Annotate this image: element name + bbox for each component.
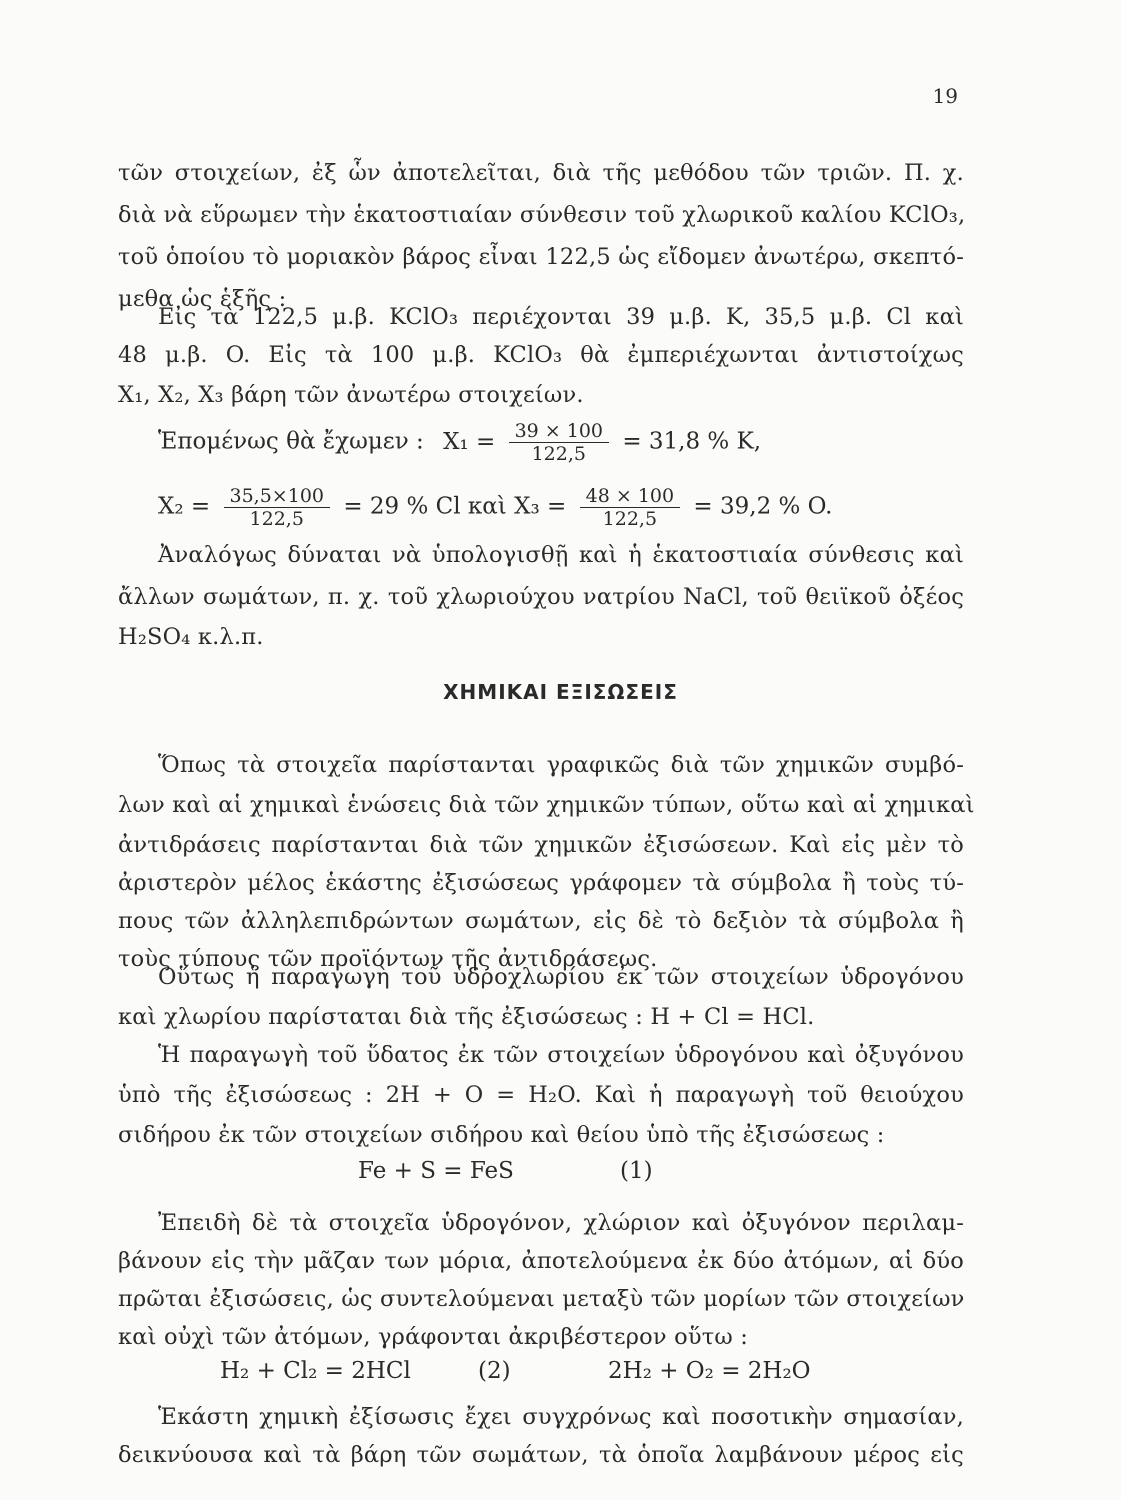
text-line: 48 μ.β. O. Εἰς τὰ 100 μ.β. KClO₃ θὰ ἐμπεριέχωνται ἀντιστοίχως [118, 342, 964, 368]
fraction-numerator: 35,5×100 [224, 485, 331, 508]
text-line: πους τῶν ἀλληλεπιδρώντων σωμάτων, εἰς δὲ τὸ δεξιὸν τὰ σύμβολα ἢ [118, 908, 964, 934]
text-line: βάνουν εἰς τὴν μᾶζαν των μόρια, ἀποτελούμενα ἐκ δύο ἀτόμων, αἱ δύο [118, 1248, 964, 1274]
equation-1-label: (1) [620, 1158, 653, 1184]
text-line: πρῶται ἐξισώσεις, ὡς συντελούμεναι μεταξὺ τῶν μορίων τῶν στοιχείων [118, 1286, 965, 1312]
text-line: λων καὶ αἱ χημικαὶ ἑνώσεις διὰ τῶν χημικῶν τύπων, οὕτω καὶ αἱ χημικαὶ [118, 792, 975, 818]
equation-1: Fe + S = FeS [358, 1158, 514, 1184]
fraction-denominator: 122,5 [602, 508, 658, 530]
text-line: σιδήρου ἐκ τῶν στοιχείων σιδήρου καὶ θείου ὑπὸ τῆς ἐξισώσεως : [118, 1122, 885, 1148]
fraction-denominator: 122,5 [249, 508, 304, 530]
page-number: 19 [932, 84, 958, 108]
fraction-denominator: 122,5 [531, 443, 586, 465]
fraction-numerator: 48 × 100 [580, 485, 680, 508]
text-line: Ἀναλόγως δύναται νὰ ὑπολογισθῇ καὶ ἡ ἑκατοστιαία σύνθεσις καὶ [158, 542, 964, 568]
text-line: Οὕτως ἡ παραγωγὴ τοῦ ὑδροχλωρίου ἐκ τῶν στοιχείων ὑδρογόνου [158, 964, 964, 990]
text-line: τῶν στοιχείων, ἐξ ὧν ἀποτελεῖται, διὰ τῆς μεθόδου τῶν τριῶν. Π. χ. [118, 160, 964, 186]
text-line: Ἡ παραγωγὴ τοῦ ὕδατος ἐκ τῶν στοιχείων ὑδρογόνου καὶ ὀξυγόνου [158, 1042, 964, 1068]
text-line: δεικνύουσα καὶ τὰ βάρη τῶν σωμάτων, τὰ ὁποῖα λαμβάνουν μέρος εἰς [118, 1442, 964, 1468]
equation-2-label: (2) [478, 1358, 511, 1384]
fraction-numerator: 39 × 100 [509, 420, 609, 443]
text-line: καὶ οὐχὶ τῶν ἀτόμων, γράφονται ἀκριβέστερον οὕτω : [118, 1324, 749, 1350]
text-line: X₁, X₂, X₃ βάρη τῶν ἀνωτέρω στοιχείων. [118, 382, 584, 408]
fraction [509, 420, 609, 465]
text-line: H₂SO₄ κ.λ.π. [118, 624, 264, 650]
text-line: Ἐπειδὴ δὲ τὰ στοιχεῖα ὑδρογόνον, χλώριον καὶ ὀξυγόνον περιλαμ- [158, 1210, 964, 1236]
equation-3: 2H₂ + O₂ = 2H₂O [608, 1358, 811, 1384]
text-line: ὑπὸ τῆς ἐξισώσεως : 2H + O = H₂O. Καὶ ἡ παραγωγὴ τοῦ θειούχου [118, 1082, 964, 1108]
calc-result: = 31,8 % K, [622, 428, 762, 455]
text-line: Ὅπως τὰ στοιχεῖα παρίστανται γραφικῶς διὰ τῶν χημικῶν συμβό- [158, 752, 964, 778]
text-line: διὰ νὰ εὕρωμεν τὴν ἑκατοστιαίαν σύνθεσιν τοῦ χλωρικοῦ καλίου KClO₃, [118, 202, 966, 228]
calc-lhs: X₁ = [443, 428, 496, 455]
text-line: ἀριστερὸν μέλος ἑκάστης ἐξισώσεως γράφομεν τὰ σύμβολα ἢ τοὺς τύ- [118, 870, 964, 896]
calculation-line-1 [158, 420, 761, 465]
text-line: ἄλλων σωμάτων, π. χ. τοῦ χλωριούχου νατρίου NaCl, τοῦ θειϊκοῦ ὀξέος [118, 584, 964, 610]
calc-result: = 39,2 % O. [693, 493, 833, 520]
fraction [224, 485, 331, 530]
equation-2: H₂ + Cl₂ = 2HCl [220, 1358, 411, 1384]
calc-lhs: X₂ = [158, 493, 211, 520]
section-heading: ΧΗΜΙΚΑΙ ΕΞΙΣΩΣΕΙΣ [443, 680, 678, 704]
calculation-line-2 [158, 485, 833, 530]
text-line: Ἑκάστη χημικὴ ἐξίσωσις ἔχει συγχρόνως καὶ ποσοτικὴν σημασίαν, [158, 1404, 964, 1430]
text-line: τοῦ ὁποίου τὸ μοριακὸν βάρος εἶναι 122,5 ὡς εἴδομεν ἀνωτέρω, σκεπτό- [118, 244, 964, 270]
text-line: τοὺς τύπους τῶν προϊόντων τῆς ἀντιδράσεως. [118, 946, 658, 972]
calc-middle: = 29 % Cl καὶ X₃ = [343, 493, 567, 520]
text-line: ἀντιδράσεις παρίστανται διὰ τῶν χημικῶν ἐξισώσεων. Καὶ εἰς μὲν τὸ [118, 832, 964, 858]
text-line: καὶ χλωρίου παρίσταται διὰ τῆς ἐξισώσεως : H + Cl = HCl. [118, 1004, 815, 1030]
calc-lead: Ἑπομένως θὰ ἔχωμεν : [158, 428, 424, 455]
text-line: Εἰς τὰ 122,5 μ.β. KClO₃ περιέχονται 39 μ.β. K, 35,5 μ.β. Cl καὶ [158, 304, 964, 330]
text-line: μεθα ὡς ἑξῆς : [118, 286, 287, 312]
fraction [580, 485, 680, 530]
